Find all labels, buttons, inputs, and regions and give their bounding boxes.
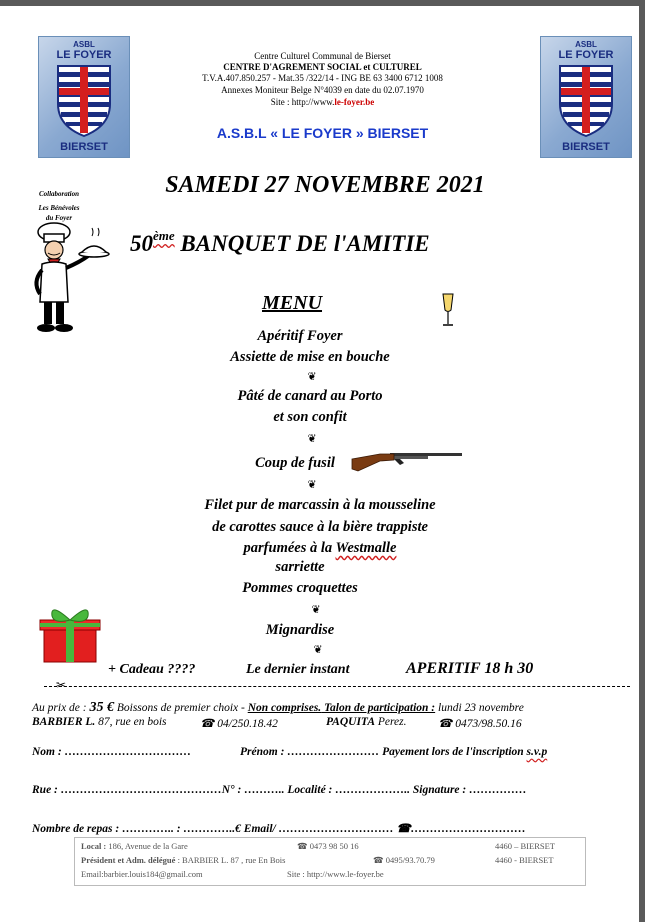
event-date: SAMEDI 27 NOVEMBRE 2021 [165, 172, 485, 198]
menu-item-mignardise: Mignardise [265, 622, 335, 638]
menu-item-pate: Pâté de canard au Porto [237, 388, 383, 404]
footer-president-city: 4460 - BIERSET [495, 855, 554, 865]
menu-item-filet: Filet pur de marcassin à la mousseline [204, 497, 436, 513]
svp-text: s.v.p [526, 746, 548, 758]
price-value: 35 € [89, 700, 114, 715]
header-line4: Annexes Moniteur Belge N°4039 en date du 02.07.1970 [221, 85, 424, 95]
footer-local-phone: ☎ 0473 98 50 16 [297, 841, 359, 851]
barbier-address: 87, rue en bois [95, 716, 167, 728]
local-label: Local : [81, 841, 107, 851]
rifle-icon [350, 449, 464, 473]
aperitif-time: APERITIF 18 h 30 [406, 660, 534, 677]
talon-date: lundi 23 novembre [435, 702, 524, 714]
logo-town: BIERSET [60, 141, 108, 153]
paquita-phone: ☎ 0473/98.50.16 [438, 718, 522, 730]
dernier-instant-text: Le dernier instant [246, 662, 350, 677]
event-ordinal: ème [153, 228, 175, 243]
collab-line1: Collaboration [38, 190, 80, 198]
ornament-icon: ❦ [311, 604, 321, 616]
footer-box [74, 837, 586, 886]
menu-item-aperitif: Apéritif Foyer [257, 328, 343, 344]
non-comprises: Non comprises. [247, 702, 322, 714]
footer-local [81, 841, 188, 851]
menu-item-westmalle [140, 540, 500, 557]
champagne-glass-icon [440, 292, 456, 328]
logo-name: LE FOYER [56, 49, 112, 61]
collab-line2: Les Bénévoles [38, 204, 80, 212]
header-line3: T.V.A.407.850.257 - Mat.35 /322/14 - ING BE 63 3400 6712 1008 [202, 73, 443, 83]
westmalle-prefix: parfumées à la [243, 540, 336, 556]
header-line1: Centre Culturel Communal de Bierset [254, 51, 391, 61]
contact-barbier [32, 716, 167, 728]
chef-icon [22, 222, 110, 334]
footer-president-phone: ☎ 0495/93.70.79 [373, 855, 435, 865]
scissors-icon: ✂ [56, 678, 67, 692]
price-line [32, 700, 524, 716]
logo-name: LE FOYER [558, 49, 614, 61]
drinks-text: Boissons de premier choix - [113, 702, 248, 714]
cadeau-text: + Cadeau ???? [108, 662, 196, 677]
price-prefix: Au prix de : [32, 702, 90, 714]
ornament-icon: ❦ [313, 644, 323, 656]
header-line5 [150, 96, 495, 108]
barbier-name: BARBIER L. [32, 716, 96, 728]
footer-local-city: 4460 – BIERSET [495, 841, 555, 851]
event-number: 50 [130, 231, 153, 256]
form-rue[interactable]: Rue : ……………………………………N° : ……….. Localité : ……………….. Signature : …………… [32, 784, 527, 796]
logo-right [540, 36, 632, 158]
org-title: A.S.B.L « LE FOYER » BIERSET [216, 125, 429, 141]
paquita-surname: Perez. [375, 716, 407, 728]
site-link[interactable]: le-foyer.be [334, 97, 375, 107]
ornament-icon: ❦ [307, 371, 317, 383]
form-prenom[interactable] [240, 746, 547, 758]
local-address: 186, Avenue de la Gare [106, 841, 188, 851]
logo-town: BIERSET [562, 141, 610, 153]
barbier-phone: ☎ 04/250.18.42 [200, 718, 278, 730]
president-label: Président et Adm. délégué [81, 855, 176, 865]
window-border-top [0, 0, 645, 6]
form-repas[interactable]: Nombre de repas : ………….. : …………..€ Email/ ………………………… ☎………………………… [32, 823, 526, 835]
menu-item-coup-de-fusil: Coup de fusil [255, 455, 335, 471]
logo-left [38, 36, 130, 158]
logo-asbl: ASBL [575, 40, 597, 49]
westmalle-word: Westmalle [335, 540, 397, 556]
menu-item-pommes: Pommes croquettes [242, 580, 358, 596]
menu-item-confit: et son confit [273, 409, 347, 425]
contact-paquita [326, 716, 407, 728]
collab-line3: du Foyer [45, 214, 73, 222]
footer-email[interactable]: Email:barbier.louis184@gmail.com [81, 869, 203, 879]
talon-label: Talon de participation : [321, 702, 436, 714]
form-nom[interactable]: Nom : …………………………… [32, 746, 192, 758]
president-address: : BARBIER L. 87 , rue En Bois [175, 855, 286, 865]
shield-icon [558, 64, 614, 138]
event-name: BANQUET DE l'AMITIE [180, 231, 430, 256]
menu-title: MENU [262, 292, 323, 314]
event-title [130, 228, 430, 257]
menu-item-assiette: Assiette de mise en bouche [230, 349, 390, 365]
prenom-text: Prénom : …………………… Payement lors de l'inscription [240, 746, 527, 758]
header-line2: CENTRE D'AGREMENT SOCIAL et CULTUREL [223, 62, 422, 72]
menu-item-carottes: de carottes sauce à la bière trappiste [212, 519, 428, 535]
logo-asbl: ASBL [73, 40, 95, 49]
gift-icon [38, 602, 102, 664]
site-prefix: Site : http://www. [270, 97, 335, 107]
ornament-icon: ❦ [307, 433, 317, 445]
shield-icon [56, 64, 112, 138]
footer-site[interactable]: Site : http://www.le-foyer.be [287, 869, 384, 879]
window-border-right [639, 0, 645, 922]
paquita-name: PAQUITA [326, 716, 375, 728]
menu-item-sarriette: sarriette [275, 559, 325, 575]
ornament-icon: ❦ [307, 479, 317, 491]
cut-line [44, 686, 630, 687]
footer-president [81, 855, 285, 865]
